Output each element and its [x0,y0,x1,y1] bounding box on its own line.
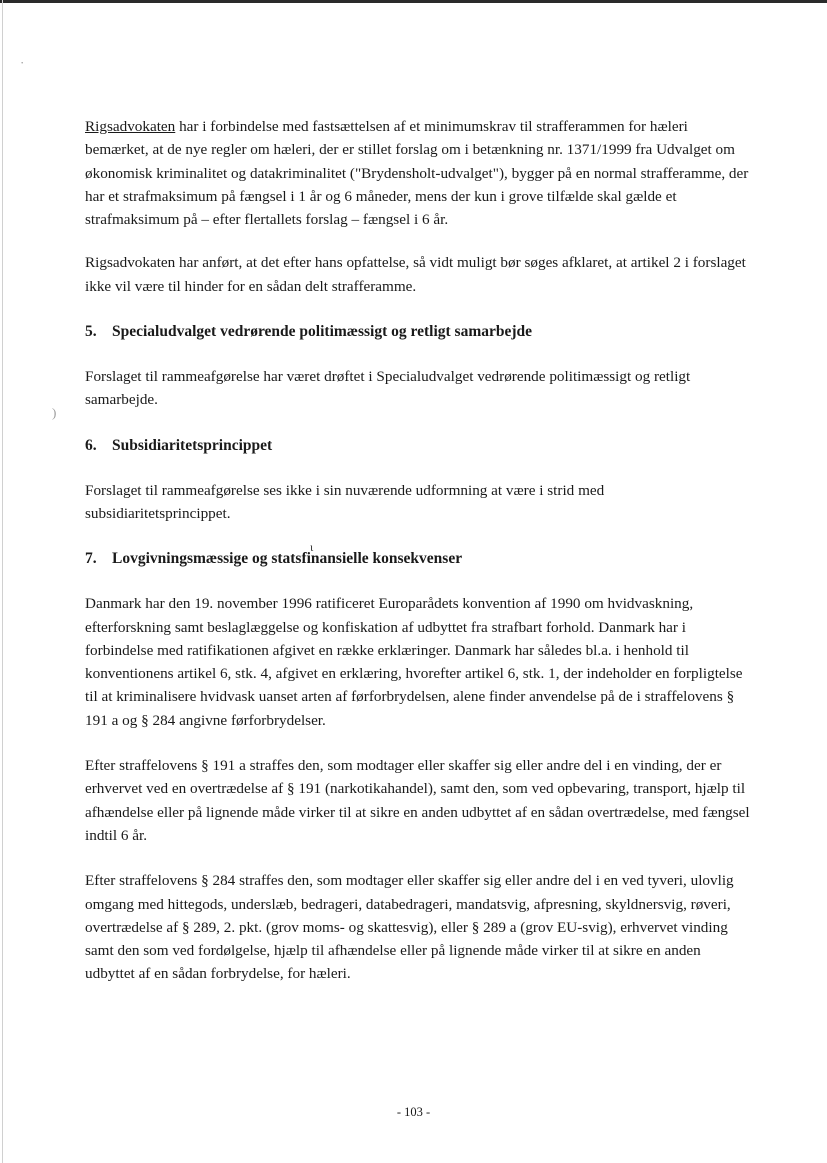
section-heading-5 [85,320,750,343]
paragraph-rigsadvokaten-2: Rigsadvokaten har anført, at det efter hans opfattelse, så vidt muligt bør søges afklaret, at artikel 2 i forslaget ikke vil være til hinder for en sådan delt strafferamme. [85,254,746,295]
scan-left-edge [2,0,3,1163]
section-number: 5. [85,323,97,341]
paragraph-rigsadvokaten-1 [85,115,750,231]
document-page [85,115,750,986]
paragraph-straffeloven-284: Efter straffelovens § 284 straffes den, som modtager eller skaffer sig eller andre del i en ved tyveri, ulovlig omgang med hittegods, underslæb, bedrageri, databedrageri, mandatsvig, afpresning, skyldnersvig, røveri, overtrædelse af § 289, 2. pkt. (grov moms- og skattesvig), eller § 289 a (grov EU-svig), erhvervet vinding samt den som ved fordølgelse, hjælp til afhændelse eller på lignende måde virker til at sikre en anden udbyttet af en sådan forbrydelse, for hæleri. [85,872,734,983]
paragraph-danmark-konvention: Danmark har den 19. november 1996 ratificeret Europarådets konvention af 1990 om hvidvaskning, efterforskning samt beslaglæggelse og konfiskation af udbyttet fra strafbart forhold. Danmark har i forbindelse med ratifikationen afgivet en række erklæringer. Danmark har således bl.a. i henhold til konventionens artikel 6, stk. 4, afgivet en erklæring, hvorefter artikel 6, stk. 1, der indeholder en forpligtelse til at kriminalisere hvidvask uanset arten af førforbrydelsen, alene finder anvendelse på de i straffelovens § 191 a og § 284 angivne førforbrydelser. [85,595,743,729]
scan-bracket-mark: ) [52,405,57,420]
page-number: - 103 - [396,1105,431,1119]
underlined-word: Rigsadvokaten [85,118,176,135]
paragraph-subsidiaritet: Forslaget til rammeafgørelse ses ikke i sin nuværende udformning at være i strid med subsidiaritetsprincippet. [85,481,605,522]
paragraph-straffeloven-191a: Efter straffelovens § 191 a straffes den, som modtager eller skaffer sig eller andre del i en vinding, der er erhvervet ved en overtrædelse af § 191 (narkotikahandel), samt den, som ved opbevaring, transport, hjælp til afhændelse eller på lignende måde virker til at sikre en anden udbyttet af en sådan overtrædelse, med fængsel indtil 6 år. [85,757,750,844]
scan-top-border [0,0,827,3]
section-heading-6 [85,434,750,457]
section-title: Subsidiaritetsprincippet [112,436,273,454]
section-title: Specialudvalget vedrørende politimæssigt og retligt samarbejde [112,323,533,341]
scan-speck: · [20,55,25,70]
section-heading-7 [85,547,750,570]
section-number: 6. [85,436,97,454]
paragraph-specialudvalget: Forslaget til rammeafgørelse har været drøftet i Specialudvalget vedrørende politimæssigt og retligt samarbejde. [85,368,691,409]
section-number: 7. [85,550,97,568]
scan-ink-mark: ɩ [310,540,314,554]
paragraph-text: har i forbindelse med fastsættelsen af et minimumskrav til strafferammen for hæleri bemærket, at de nye regler om hæleri, der er stillet forslag om i betænkning nr. 1371/1999 fra Udvalget om økonomisk kriminalitet og datakriminalitet ("Brydensholt-udvalget"), bygger på en normal strafferamme, der har et strafmaksimum på fængsel i 1 år og 6 måneder, mens der kun i grove tilfælde skal gælde et strafmaksimum på – efter flertallets forslag – fængsel i 6 år. [85,118,749,229]
section-title: Lovgivningsmæssige og statsfinansielle konsekvenser [112,550,463,568]
